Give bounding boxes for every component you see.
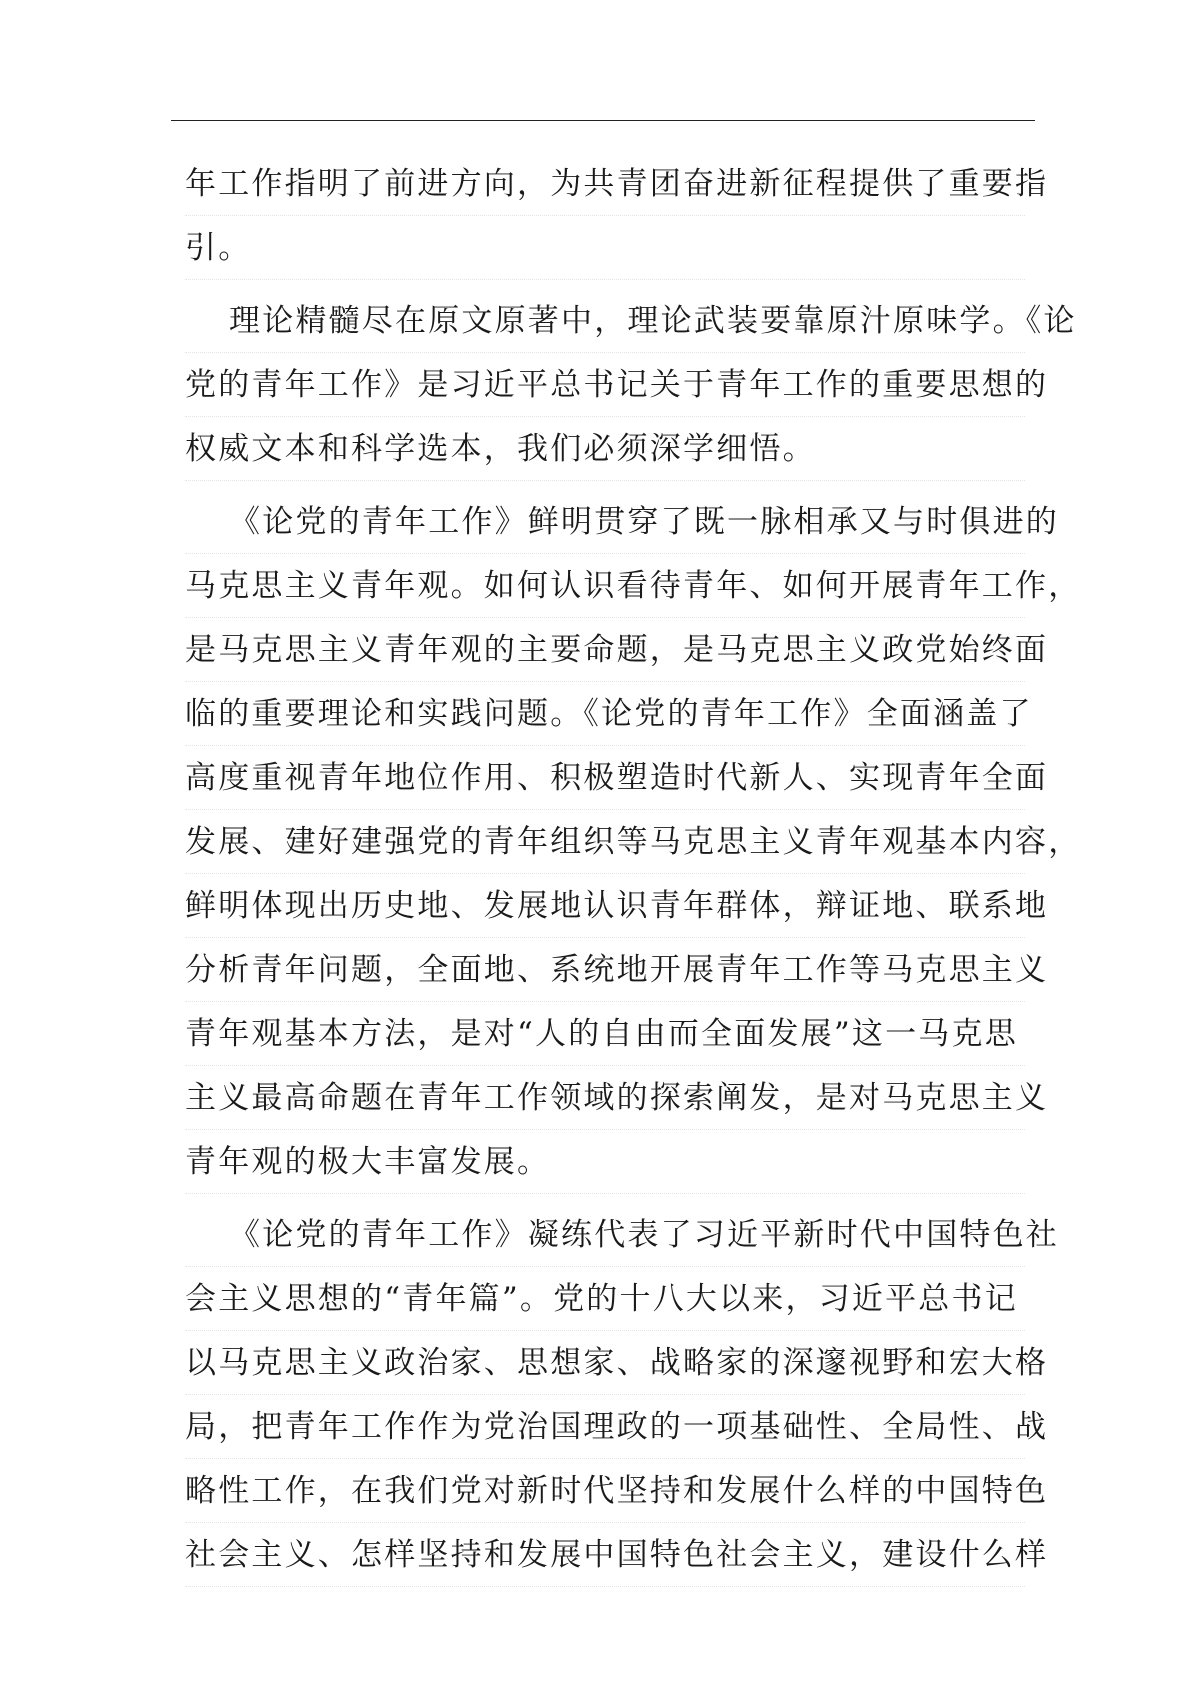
text-line: 局，把青年工作作为党治国理政的一项基础性、全局性、战 [185,1395,1025,1459]
text-line: 青年观的极大丰富发展。 [185,1130,1025,1194]
document-body [185,152,1082,1587]
text-line: 鲜明体现出历史地、发展地认识青年群体，辩证地、联系地 [185,874,1025,938]
text-line: 临的重要理论和实践问题。《论党的青年工作》全面涵盖了 [185,682,1025,746]
text-line: 《论党的青年工作》凝练代表了习近平新时代中国特色社 [185,1203,1025,1267]
text-line: 发展、建好建强党的青年组织等马克思主义青年观基本内容， [185,810,1025,874]
text-line: 年工作指明了前进方向，为共青团奋进新征程提供了重要指 [185,152,1025,216]
text-line: 权威文本和科学选本，我们必须深学细悟。 [185,417,1025,481]
text-line: 主义最高命题在青年工作领域的探索阐发，是对马克思主义 [185,1066,1025,1130]
text-line: 会主义思想的“青年篇”。党的十八大以来，习近平总书记 [185,1267,1025,1331]
paragraph-4 [185,1203,1059,1587]
text-line: 分析青年问题，全面地、系统地开展青年工作等马克思主义 [185,938,1025,1002]
header-rule [171,120,1035,121]
text-line: 是马克思主义青年观的主要命题，是马克思主义政党始终面 [185,618,1025,682]
paragraph-3 [185,490,1082,1194]
text-line: 引。 [185,216,1025,280]
text-line: 马克思主义青年观。如何认识看待青年、如何开展青年工作， [185,554,1025,618]
text-line: 理论精髓尽在原文原著中，理论武装要靠原汁原味学。《论 [185,289,1025,353]
text-line: 略性工作，在我们党对新时代坚持和发展什么样的中国特色 [185,1459,1025,1523]
paragraph-1 [185,152,1049,280]
text-line: 以马克思主义政治家、思想家、战略家的深邃视野和宏大格 [185,1331,1025,1395]
text-line: 青年观基本方法，是对“人的自由而全面发展”这一马克思 [185,1002,1025,1066]
text-line: 《论党的青年工作》鲜明贯穿了既一脉相承又与时俱进的 [185,490,1025,554]
text-line: 社会主义、怎样坚持和发展中国特色社会主义，建设什么样 [185,1523,1025,1587]
paragraph-2 [185,289,1077,481]
text-line: 高度重视青年地位作用、积极塑造时代新人、实现青年全面 [185,746,1025,810]
text-line: 党的青年工作》是习近平总书记关于青年工作的重要思想的 [185,353,1025,417]
